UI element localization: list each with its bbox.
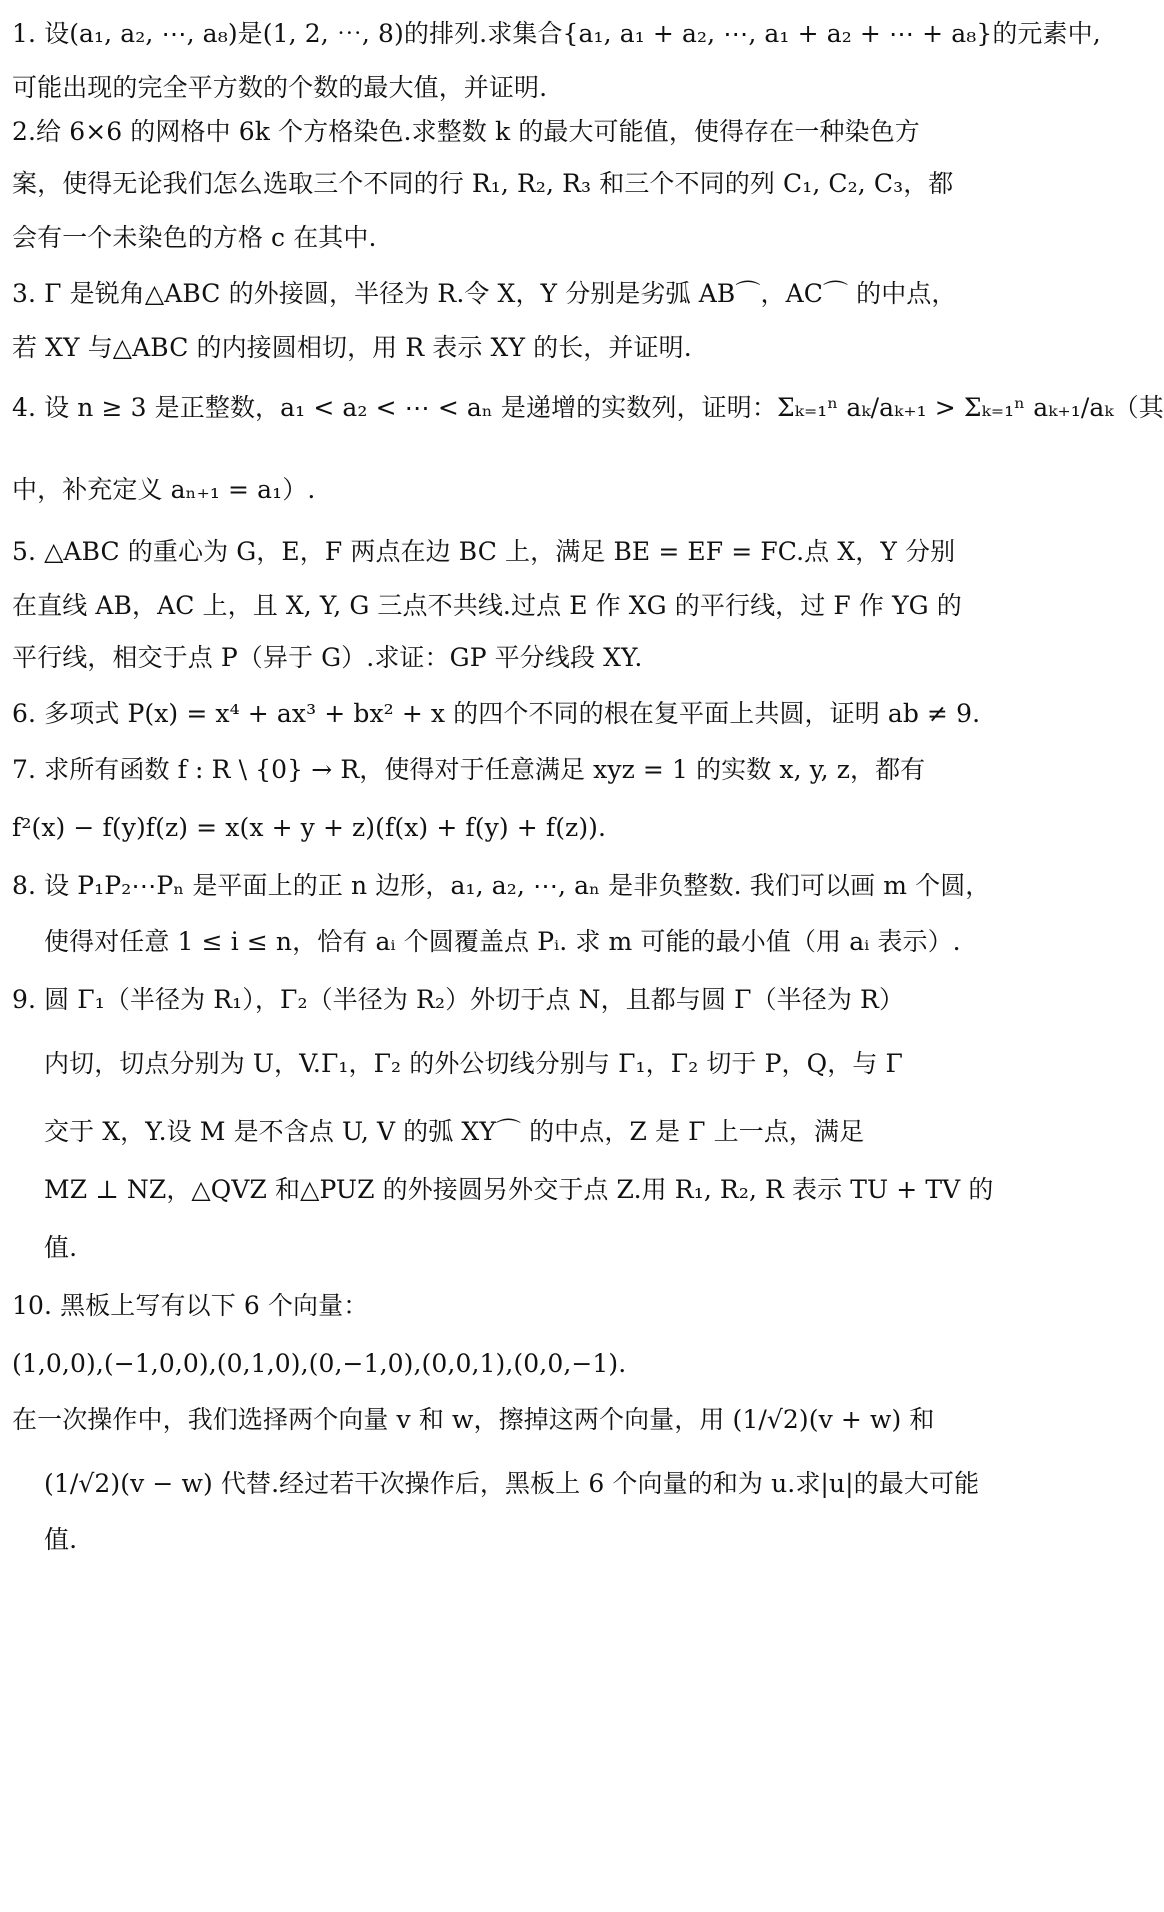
problem-9-line-5: 值. [44, 1233, 78, 1262]
problem-10-line-5: 值. [44, 1525, 78, 1554]
problem-10-line-2: (1,0,0),(−1,0,0),(0,1,0),(0,−1,0),(0,0,1),(0,0,−1). [12, 1349, 627, 1378]
problem-3-line-2: 若 XY 与△ABC 的内接圆相切，用 R 表示 XY 的长，并证明. [12, 333, 692, 362]
problem-5-line-3: 平行线，相交于点 P（异于 G）.求证：GP 平分线段 XY. [12, 643, 643, 672]
problem-2-line-2: 案，使得无论我们怎么选取三个不同的行 R₁, R₂, R₃ 和三个不同的列 C₁, C₂, C₃，都 [12, 169, 954, 198]
problem-4-line-1: 4. 设 n ≥ 3 是正整数，a₁ < a₂ < ⋯ < aₙ 是递增的实数列，证明：Σₖ₌₁ⁿ aₖ/aₖ₊₁ > Σₖ₌₁ⁿ aₖ₊₁/aₖ（其 [12, 393, 1164, 422]
problem-10-line-4: (1/√2)(v − w) 代替.经过若干次操作后，黑板上 6 个向量的和为 u.求|u|的最大可能 [44, 1469, 980, 1498]
problem-10-line-3: 在一次操作中，我们选择两个向量 v 和 w，擦掉这两个向量，用 (1/√2)(v + w) 和 [12, 1405, 935, 1434]
problem-10-line-1: 10. 黑板上写有以下 6 个向量： [12, 1291, 369, 1320]
problem-6-line-1: 6. 多项式 P(x) = x⁴ + ax³ + bx² + x 的四个不同的根在复平面上共圆，证明 ab ≠ 9. [12, 699, 981, 728]
problem-2-line-3: 会有一个未染色的方格 c 在其中. [12, 223, 377, 252]
problem-7-line-1: 7. 求所有函数 f : R \ {0} → R，使得对于任意满足 xyz = 1 的实数 x, y, z，都有 [12, 755, 926, 784]
problem-5-line-1: 5. △ABC 的重心为 G，E，F 两点在边 BC 上，满足 BE = EF = FC.点 X，Y 分别 [12, 537, 956, 566]
problem-8-line-2: 使得对任意 1 ≤ i ≤ n，恰有 aᵢ 个圆覆盖点 Pᵢ. 求 m 可能的最小值（用 aᵢ 表示）. [44, 927, 961, 956]
problem-8-line-1: 8. 设 P₁P₂⋯Pₙ 是平面上的正 n 边形，a₁, a₂, ⋯, aₙ 是非负整数. 我们可以画 m 个圆， [12, 871, 991, 900]
problem-1-line-2: 可能出现的完全平方数的个数的最大值，并证明. [12, 73, 548, 102]
problem-3-line-1: 3. Γ 是锐角△ABC 的外接圆，半径为 R.令 X，Y 分别是劣弧 AB⌒，AC⌒ 的中点， [12, 279, 957, 308]
problem-4-line-2: 中，补充定义 aₙ₊₁ = a₁）. [12, 475, 316, 504]
problem-7-line-2: f²(x) − f(y)f(z) = x(x + y + z)(f(x) + f(y) + f(z)). [12, 813, 607, 842]
problem-9-line-3: 交于 X，Y.设 M 是不含点 U, V 的弧 XY⌒ 的中点，Z 是 Γ 上一点，满足 [44, 1117, 865, 1146]
problem-9-line-4: MZ ⊥ NZ，△QVZ 和△PUZ 的外接圆另外交于点 Z.用 R₁, R₂, R 表示 TU + TV 的 [44, 1175, 994, 1204]
problem-5-line-2: 在直线 AB，AC 上，且 X, Y, G 三点不共线.过点 E 作 XG 的平行线，过 F 作 YG 的 [12, 591, 962, 620]
problem-9-line-1: 9. 圆 Γ₁（半径为 R₁），Γ₂（半径为 R₂）外切于点 N，且都与圆 Γ（半径为 R） [12, 985, 905, 1014]
problem-9-line-2: 内切，切点分别为 U，V.Γ₁，Γ₂ 的外公切线分别与 Γ₁，Γ₂ 切于 P，Q，与 Γ [44, 1049, 903, 1078]
problem-2-line-1: 2.给 6×6 的网格中 6k 个方格染色.求整数 k 的最大可能值，使得存在一种染色方 [12, 117, 920, 146]
problem-1-line-1: 1. 设(a₁, a₂, ⋯, a₈)是(1, 2, ⋯, 8)的排列.求集合{a₁, a₁ + a₂, ⋯, a₁ + a₂ + ⋯ + a₈}的元素中, [12, 19, 1101, 48]
